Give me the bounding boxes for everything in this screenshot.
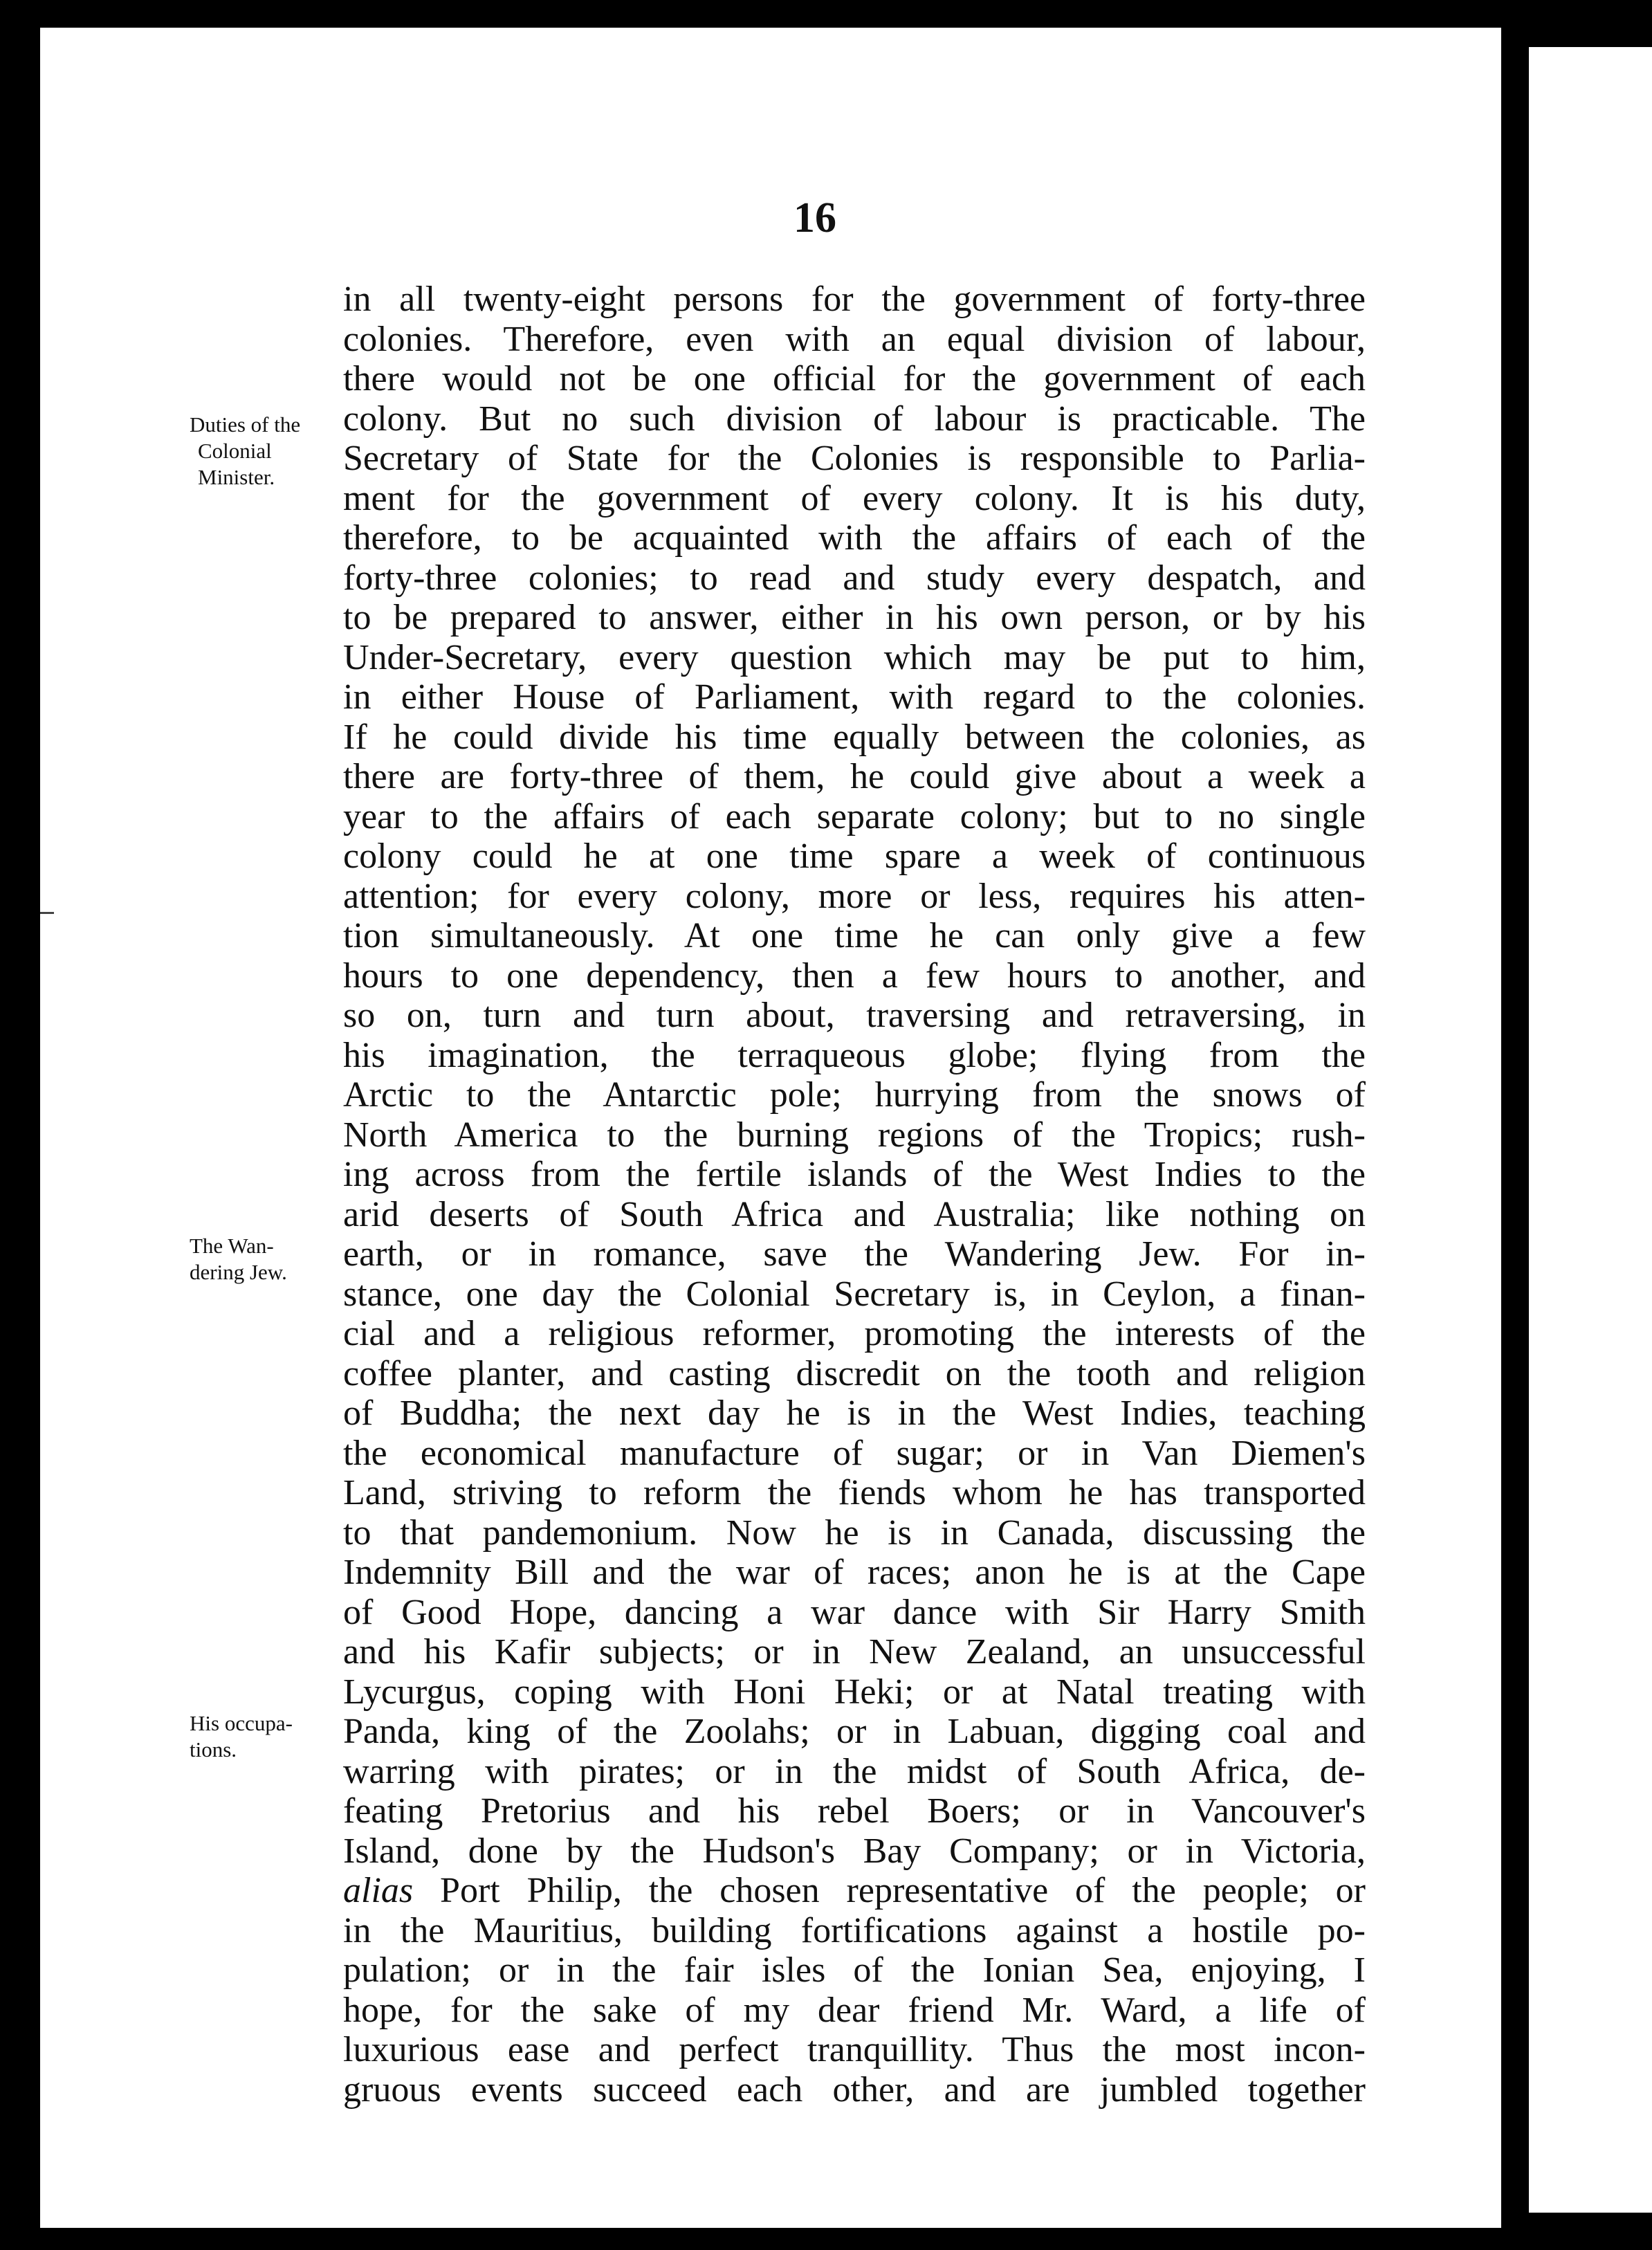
body-text — [343, 280, 1366, 2110]
text-line: in either House of Parliament, with regard to the colonies. — [343, 677, 1366, 717]
text-line: colonies. Therefore, even with an equal division of labour, — [343, 319, 1366, 359]
text-line: Panda, king of the Zoolahs; or in Labuan, digging coal and — [343, 1712, 1366, 1751]
text-line: to be prepared to answer, either in his own person, or by his — [343, 598, 1366, 637]
italic-word: alias — [343, 1871, 414, 1910]
page-number: 16 — [793, 194, 836, 241]
text-line: pulation; or in the fair isles of the Ionian Sea, enjoying, I — [343, 1950, 1366, 1990]
text-line: Indemnity Bill and the war of races; anon he is at the Cape — [343, 1553, 1366, 1592]
facing-page-edge — [1529, 47, 1652, 2213]
sidenote-line: tions. — [190, 1737, 237, 1762]
text-line: ing across from the fertile islands of the West Indies to the — [343, 1155, 1366, 1194]
text-line: and his Kafir subjects; or in New Zealand, an unsuccessful — [343, 1632, 1366, 1672]
sidenote-line: Colonial — [198, 439, 272, 463]
text-line: the economical manufacture of sugar; or in Van Diemen's — [343, 1433, 1366, 1473]
margin-mark — [40, 912, 54, 914]
text-line: Land, striving to reform the fiends whom he has transported — [343, 1473, 1366, 1512]
text-line: year to the affairs of each separate colony; but to no single — [343, 796, 1366, 836]
text-line: his imagination, the terraqueous globe; flying from the — [343, 1035, 1366, 1075]
text-line: cial and a religious reformer, promoting the interests of the — [343, 1314, 1366, 1353]
text-line: coffee planter, and casting discredit on the tooth and religion — [343, 1353, 1366, 1393]
text-line: arid deserts of South Africa and Australia; like nothing on — [343, 1194, 1366, 1234]
text-line: ment for the government of every colony. It is his duty, — [343, 478, 1366, 518]
text-line: warring with pirates; or in the midst of South Africa, de- — [343, 1751, 1366, 1791]
sidenote-line: His occupa- — [190, 1711, 293, 1735]
text-line: Under-Secretary, every question which may be put to him, — [343, 637, 1366, 677]
book-page — [40, 28, 1501, 2228]
text-line: feating Pretorius and his rebel Boers; or in Vancouver's — [343, 1791, 1366, 1831]
text-line: to that pandemonium. Now he is in Canada, discussing the — [343, 1512, 1366, 1553]
text-line: so on, turn and turn about, traversing and retraversing, in — [343, 996, 1366, 1035]
text-line: If he could divide his time equally between the colonies, as — [343, 717, 1366, 757]
text-line: in all twenty-eight persons for the government of forty-three — [343, 280, 1366, 319]
text-line: stance, one day the Colonial Secretary is, in Ceylon, a finan- — [343, 1274, 1366, 1314]
sidenote-line: The Wan- — [190, 1234, 274, 1258]
text-line: Arctic to the Antarctic pole; hurrying from the snows of — [343, 1075, 1366, 1115]
text-line: colony. But no such division of labour is practicable. The — [343, 399, 1366, 439]
text-line: of Buddha; the next day he is in the West Indies, teaching — [343, 1393, 1366, 1433]
text-line — [343, 1871, 1366, 1911]
text-line: earth, or in romance, save the Wandering Jew. For in- — [343, 1234, 1366, 1274]
text-line: tion simultaneously. At one time he can only give a few — [343, 916, 1366, 955]
sidenote-line: Minister. — [198, 465, 275, 489]
text-line: therefore, to be acquainted with the affairs of each of the — [343, 518, 1366, 558]
text-line: hours to one dependency, then a few hours to another, and — [343, 955, 1366, 996]
text-line: attention; for every colony, more or less, requires his atten- — [343, 876, 1366, 916]
text-line: North America to the burning regions of the Tropics; rush- — [343, 1115, 1366, 1155]
sidenote-wandering-jew — [190, 1233, 342, 1286]
sidenote-line: Duties of the — [190, 412, 301, 437]
sidenote-line: dering Jew. — [190, 1260, 287, 1284]
text-line: there would not be one official for the government of each — [343, 359, 1366, 399]
text-line: Island, done by the Hudson's Bay Company; or in Victoria, — [343, 1831, 1366, 1871]
text-line: of Good Hope, dancing a war dance with Sir Harry Smith — [343, 1592, 1366, 1632]
text-line: luxurious ease and perfect tranquillity. Thus the most incon- — [343, 2030, 1366, 2069]
text-line: in the Mauritius, building fortifications against a hostile po- — [343, 1910, 1366, 1950]
text-line: colony could he at one time spare a week of continuous — [343, 836, 1366, 876]
text-line: Secretary of State for the Colonies is responsible to Parlia- — [343, 439, 1366, 478]
line-rest: Port Philip, the chosen representative of the people; or — [413, 1871, 1366, 1910]
text-line: Lycurgus, coping with Honi Heki; or at Natal treating with — [343, 1672, 1366, 1712]
text-line: there are forty-three of them, he could give about a week a — [343, 757, 1366, 796]
text-line: forty-three colonies; to read and study every despatch, and — [343, 558, 1366, 598]
sidenote-his-occupations — [190, 1710, 342, 1763]
text-line: gruous events succeed each other, and are jumbled together — [343, 2069, 1366, 2110]
sidenote-duties-of-minister — [190, 412, 342, 491]
text-line: hope, for the sake of my dear friend Mr. Ward, a life of — [343, 1990, 1366, 2030]
